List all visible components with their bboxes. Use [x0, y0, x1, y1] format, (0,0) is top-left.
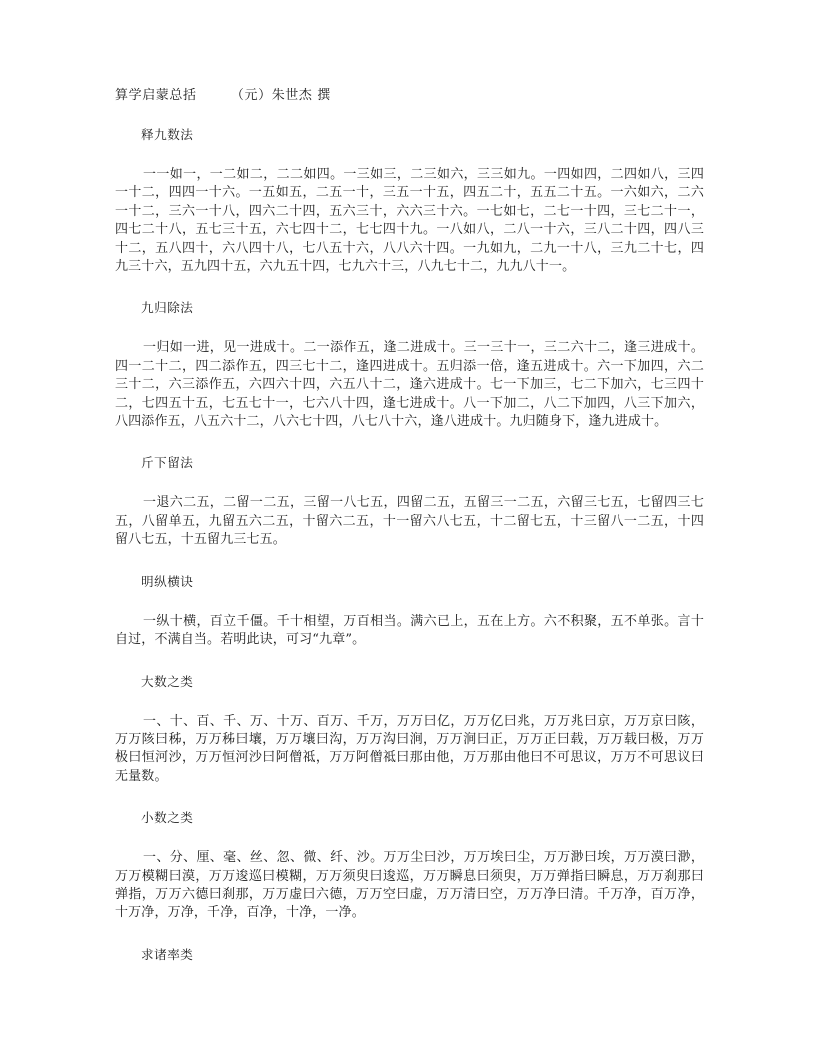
spacer [115, 923, 704, 945]
section-heading-jiu-gui-chu-fa: 九归除法 [141, 300, 194, 316]
section-paragraph-jin-xia-liu-fa: 一退六二五，二留一二五，三留一八七五，四留二五，五留三一二五，六留三七五，七留四三七五，八留单五，九留五六二五，十留六二五，十一留六八七五，十二留七五，十三留八一二五，十四留八七五，十五留九三七五。 [115, 495, 704, 548]
section-paragraph-ming-zong-heng-jue: 一纵十横，百立千僵。千十相望，万百相当。满六已上，五在上方。六不积聚，五不单张。言十自过，不满自当。若明此诀，可习“九章”。 [115, 613, 704, 648]
spacer [115, 144, 704, 166]
spacer [115, 650, 704, 672]
spacer [115, 827, 704, 849]
page-title: 算学启蒙总括 （元）朱世杰 撰 [115, 88, 331, 103]
section-heading-jin-xia-liu-fa: 斤下留法 [141, 455, 194, 471]
section-heading-ming-zong-heng-jue: 明纵横诀 [141, 573, 194, 589]
section-paragraph-da-shu-zhi-lei: 一、十、百、千、万、十万、百万、千万，万万曰亿，万万亿曰兆，万万兆曰京，万万京曰陔，万万陔曰秭，万万秭曰壤，万万壤曰沟，万万沟曰涧，万万涧曰正，万万正曰载，万万载曰极，万万极曰恒河沙，万万恒河沙曰阿僧祗，万万阿僧祗曰那由他，万万那由他曰不可思议，万万不可思议曰无量数。 [115, 713, 704, 784]
spacer [115, 591, 704, 613]
section-heading-da-shu-zhi-lei: 大数之类 [141, 673, 194, 689]
section-paragraph-xiao-shu-zhi-lei: 一、分、厘、毫、丝、忽、微、纤、沙。万万尘曰沙，万万埃曰尘，万万渺曰埃，万万漠曰渺，万万模糊曰漠，万万逡巡曰模糊，万万须臾曰逡巡，万万瞬息曰须臾，万万弹指曰瞬息，万万刹那曰弹指，万万六德曰刹那，万万虚曰六德，万万空曰虚，万万清曰空，万万净曰清。千万净，百万净，十万净，万净，千净，百净，十净，一净。 [115, 850, 704, 921]
spacer [115, 691, 704, 713]
section-heading-xiao-shu-zhi-lei: 小数之类 [141, 810, 194, 826]
section-heading-shi-jiu-shu-fa: 释九数法 [141, 127, 194, 142]
spacer [115, 472, 704, 494]
spacer [115, 431, 704, 453]
section-paragraph-jiu-gui-chu-fa: 一归如一进，见一进成十。二一添作五，逢二进成十。三一三十一，三二六十二，逢三进成十。四一二十二，四二添作五，四三七十二，逢四进成十。五归添一倍，逢五进成十。六一下加四，六二三十二，六三添作五，六四六十四，六五八十二，逢六进成十。七一下加三，七二下加六，七三四十二，七四五十五，七五七十一，七六八十四，逢七进成十。八一下加二，八二下加四，八三下加六，八四添作五，八五六十二，八六七十四，八七八十六，逢八进成十。九归随身下，逢九进成十。 [115, 340, 704, 430]
spacer [115, 317, 704, 339]
section-heading-qiu-zhu-lv-lei: 求诸率类 [141, 946, 194, 962]
spacer [115, 786, 704, 808]
spacer [115, 276, 704, 298]
document-content [115, 86, 704, 964]
section-paragraph-shi-jiu-shu-fa: 一一如一，一二如二，二二如四。一三如三，二三如六，三三如九。一四如四，二四如八，三四一十二，四四一十六。一五如五，二五一十，三五一十五，四五二十，五五二十五。一六如六，二六一十二，三六一十八，四六二十四，五六三十，六六三十六。一七如七，二七一十四，三七二十一，四七二十八，五七三十五，六七四十二，七七四十九。一八如八，二八一十六，三八二十四，四八三十二，五八四十，六八四十八，七八五十六，八八六十四。一九如九，二九一十八，三九二十七，四九三十六，五九四十五，六九五十四，七九六十三，八九七十二，九九八十一。 [115, 167, 704, 275]
spacer [115, 550, 704, 572]
